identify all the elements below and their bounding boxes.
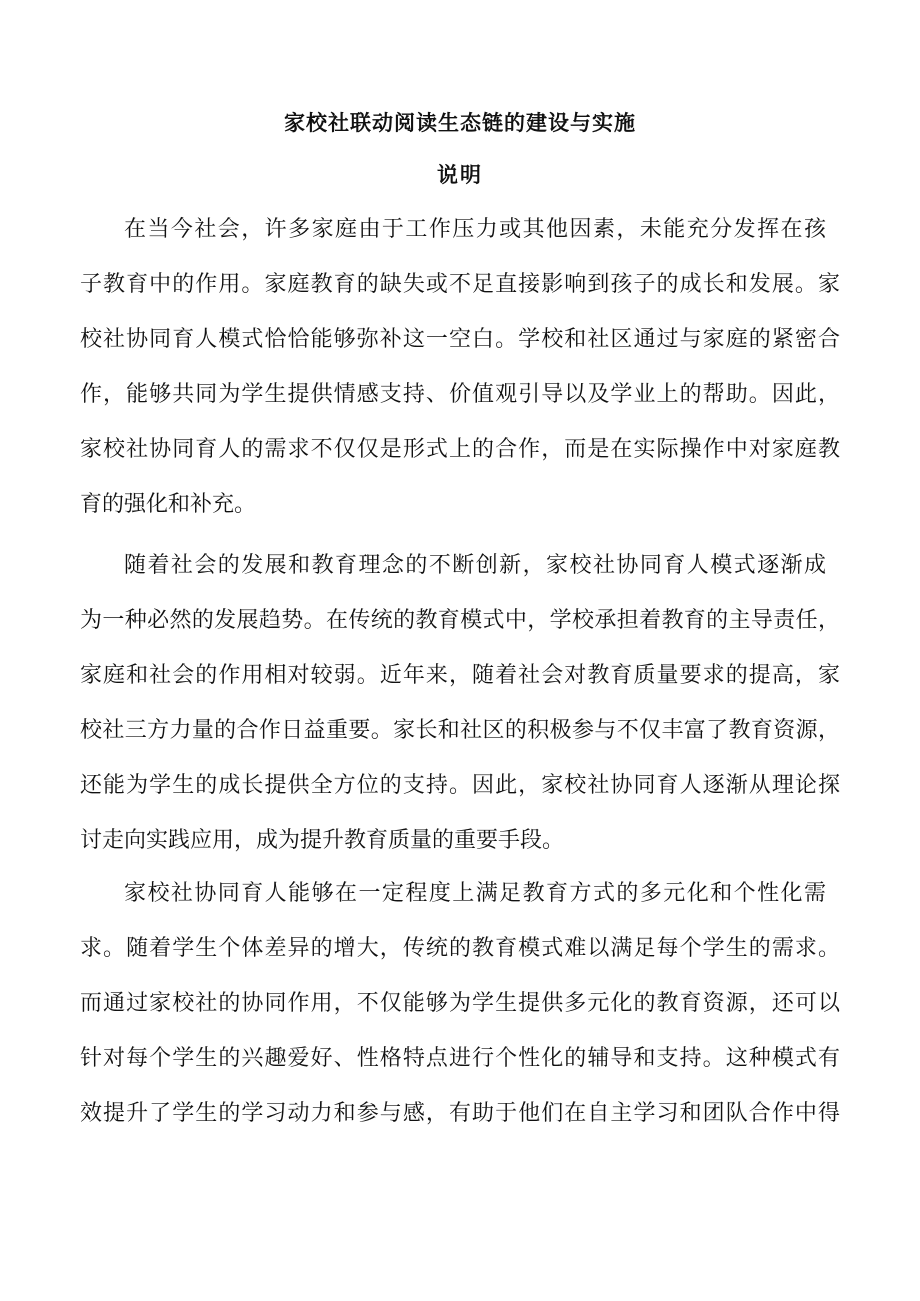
body-paragraph-1 [80, 202, 840, 532]
paragraph-line: 校社三方力量的合作日益重要。家长和社区的积极参与不仅丰富了教育资源， [80, 718, 840, 743]
section-heading: 说明 [437, 162, 483, 187]
paragraph-line: 校社协同育人模式恰恰能够弥补这一空白。学校和社区通过与家庭的紧密合 [80, 327, 840, 352]
paragraph-line: 在当今社会，许多家庭由于工作压力或其他因素，未能充分发挥在孩 [124, 217, 826, 242]
paragraph-line: 还能为学生的成长提供全方位的支持。因此，家校社协同育人逐渐从理论探 [80, 773, 840, 798]
paragraph-line: 育的强化和补充。 [80, 492, 257, 517]
body-paragraph-3 [80, 866, 840, 1141]
paragraph-line: 作，能够共同为学生提供情感支持、价值观引导以及学业上的帮助。因此， [80, 382, 840, 407]
paragraph-line: 家校社协同育人的需求不仅仅是形式上的合作，而是在实际操作中对家庭教 [80, 437, 840, 462]
paragraph-line: 讨走向实践应用，成为提升教育质量的重要手段。 [80, 828, 565, 853]
paragraph-line: 家庭和社会的作用相对较弱。近年来，随着社会对教育质量要求的提高，家 [80, 663, 840, 688]
paragraph-line: 而通过家校社的协同作用，不仅能够为学生提供多元化的教育资源，还可以 [80, 991, 840, 1016]
paragraph-line: 求。随着学生个体差异的增大，传统的教育模式难以满足每个学生的需求。 [80, 936, 840, 961]
paragraph-line: 随着社会的发展和教育理念的不断创新，家校社协同育人模式逐渐成 [124, 553, 826, 578]
paragraph-line: 子教育中的作用。家庭教育的缺失或不足直接影响到孩子的成长和发展。家 [80, 272, 840, 297]
paragraph-line: 为一种必然的发展趋势。在传统的教育模式中，学校承担着教育的主导责任， [80, 608, 840, 633]
body-paragraph-2 [80, 538, 840, 868]
paragraph-line: 针对每个学生的兴趣爱好、性格特点进行个性化的辅导和支持。这种模式有 [80, 1046, 840, 1071]
document-title: 家校社联动阅读生态链的建设与实施 [284, 110, 636, 135]
paragraph-line: 家校社协同育人能够在一定程度上满足教育方式的多元化和个性化需 [124, 881, 826, 906]
paragraph-line: 效提升了学生的学习动力和参与感，有助于他们在自主学习和团队合作中得 [80, 1101, 840, 1126]
